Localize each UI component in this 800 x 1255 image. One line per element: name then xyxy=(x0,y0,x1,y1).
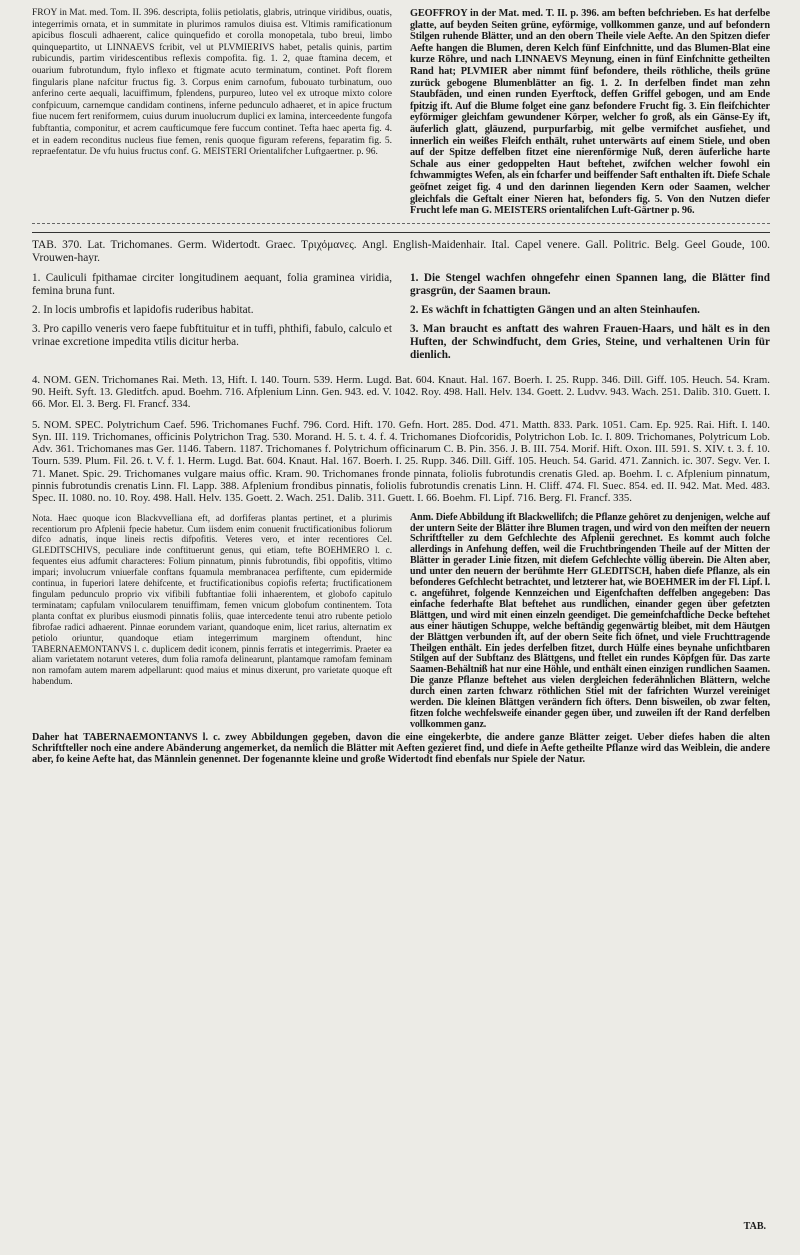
tail-paragraph: Daher hat TABERNAEMONTANVS l. c. zwey Abbildungen gegeben, davon die eine eingekerbte, die andere ganze Blätter zeiget. Ueber diefes haben die alten Schriftfteller noch eine andere Abänderung angemerket, da nemlich die Blätter mit Aeften gezieret find, und diefe in Aefte getheilte Pflanze wird das Weiblein, die andere aber, fo keine Aefte hat, das Männlein genennet. Der fogenannte kleine und große Widertodt find ebenfals nur Spiele der Natur. xyxy=(32,731,770,765)
note-latin-column: Nota. Haec quoque icon BlackvveIliana eft, ad dorfiferas plantas pertinet, et a plurimis recentiorum pro Afplenii fpecie habetur. Cum iisdem enim conuenit fructificationibus foliorum difco adnatis, inque lineis rectis difpofitis. Veteres vero, et inter recentiores Cel. GLEDITSCHIVS, peculiare inde conftituerunt genus, qui etiam, tefte BOEHMERO l. c. fequentes eius adfumit characteres: Folium pinnatum, pinnis fubrotundis, fibi oppofitis, vltimo impari; involucrum vniuerfale conftans fquamula membranacea perfiftente, cum epidermide continua, in fuperiori latere dehifcente, et fructificationibus copiofis referta; fructificationem fingulam pedunculo proprio vix vifibili fubftantiae folii inhaerentem, et globofo capitulo terminatam; capfulam vnilocularem tenuiffimam, femen vnicum globofum continentem. Tota planta conftat ex pluribus eiusmodi pinnatis foliis, quae intercedente tenui atro rubente petiolo fibrofae radici adhaerent. Pinnae eorundem variant, quandoque enim, licet rarius, alternatim ex petiolo oriuntur, quandoque etiam integerrimum marginem oftendunt, hinc TABERNAEMONTANVS l. c. duplicem dedit iconem, pinnis ferratis et integerrimis. Praeter ea aliam varietatem notarunt veteres, dum folia ramofa delinearunt, plantamque ramofam feminam non ramofam autem marem adpellarunt: quod maius et minus dixerunt, pro varietate quoque eft habendum. xyxy=(32,512,392,687)
list-item xyxy=(32,304,770,317)
item-latin: 1. Cauliculi fpithamae circiter longitudinem aequant, folia graminea viridia, femina bruna funt. xyxy=(32,271,392,297)
nomen-genericum: 4. NOM. GEN. Trichomanes Rai. Meth. 13, Hift. I. 140. Tourn. 539. Herm. Lugd. Bat. 604. Knaut. Hal. 167. Boerh. I. 25. Rupp. 346. Dill. Giff. 105. Heuch. 54. Kram. 90. Heift. Syft. 13. Gleditfch. apud. Boehm. 716. Afplenium Linn. Gen. 943. ed. V. 1042. Roy. 498. Hall. Helv. 134. Goett. 2. Ludvv. 943. Wach. 251. Dalib. 310. Guett. I. 66. Mor. El. 3. Berg. Fl. Francf. 334. xyxy=(32,373,770,411)
item-german: 1. Die Stengel wachfen ohngefehr einen Spannen lang, die Blätter find grasgrün, der Saamen braun. xyxy=(410,271,770,297)
list-item xyxy=(32,272,770,298)
item-german: 3. Man braucht es anftatt des wahren Frauen-Haars, und hält es in den Huften, der Schwindfucht, dem Gries, Steine, und verhaltenen Urin für dienlich. xyxy=(410,322,770,361)
plate-heading: TAB. 370. Lat. Trichomanes. Germ. Widertodt. Graec. Τριχόμανες. Angl. English-Maidenhair. Ital. Capel venere. Gall. Politric. Belg. Geel Goude, 100. Vrouwen-hayr. xyxy=(32,238,770,265)
item-german: 2. Es wächft in fchattigten Gängen und an alten Steinhaufen. xyxy=(410,303,700,316)
note-german-column: Anm. Diefe Abbildung ift Blackwellifch; die Pflanze gehöret zu denjenigen, welche auf der untern Seite der Blätter ihre Blumen tragen, und wird von den meiften der neuern Schriftfteller zu dem Gefchlechte des Afplenii gerechnet. Es kommt auch folche allerdings in Anfehung deffen, weil die Fruchtbringenden Theile auf der Mitten der Blätter in gerader Linie fitzen, mit diefem Gefchlechte völlig überein. Die Alten aber, und unter den neuern der berühmte Herr GLEDITSCH, haben diefe Pflanze, als ein befonderes Gefchlecht betrachtet, und letzterer hat, wie BOEHMER im der Fl. Lipf. l. c. angeführet, folgende Kennzeichen und Eigenfchaften deffelben angegeben: Das einfache federhafte Blat beftehet aus rundlichen, einander gegen über gefetzten Blättgen, und wird mit einen einzeln geendiget. Die gemeinfchaftliche Decke beftehet aus einer häutigen Schuppe, welche beftändig gegenwärtig bleibet, mit dem Häutgen der Blättgen verbunden ift, auf der obern Seite fich öfnet, und viele Fruchttragende Theilgen enthält. Ein jedes derfelben fitzet, durch Hülfe eines beynahe unfichtbaren Stilgen auf der Subftanz des Blättgens, und ftellet ein rundes Köpfgen für. Das zarte Saamen-Behältniß hat nur eine Höhle, und enthält einen einzigen rundlichen Saamen. Die ganze Pflanze beftehet aus vielen dergleichen federähnlichen Blättern, welche durch einen zarten fchwarz röthlichen Stiel mit der fafrichten Wurzel vereiniget werden. Die kleinen Blättgen verändern fich öfters. Denn bisweilen, ob zwar felten, fitzen folche wechfelsweife einander gegen über, und zuweilen ift der Rand derfelben vollkommen ganz. xyxy=(410,511,770,730)
top-section xyxy=(32,8,770,217)
nomen-specificum: 5. NOM. SPEC. Polytrichum Caef. 596. Trichomanes Fuchf. 796. Cord. Hift. 170. Gefn. Hort. 285. Dod. 471. Matth. 833. Park. 1051. Cam. Ep. 925. Rai. Hift. I. 140. Syn. III. 119. Trichomanes, officinis Polytrichon Trag. 530. Morand. H. 5. t. 4. f. 4. Trichomanes Diofcoridis, Polytrichon Lob. Ic. I. 809. Trichomanes, Polytricum Lob. Adv. 361. Trichomanes mas Ger. 1146. Tabern. 1187. Trichomanes f. Polytrichum officinarum C. B. Pin. 356. J. B. III. 754. Morif. Hift. Oxon. III. 591. S. XIV. t. 3. f. 10. Tourn. 539. Plum. Fil. 26. t. V. f. 1. Herm. Lugd. Bat. 604. Knaut. Hal. 167. Boerh. I. 25. Rupp. 346. Dill. Giff. 105. Heuch. 54. Garid. 471. Zannich. ic. 307. Segv. Ver. I. 71. Manet. Spic. 29. Trichomanes vulgare maius offic. Kram. 90. Trichomanes fronde pinnata, foliolis fubrotundis crenatis Gled. ap. Boehm. I. c. Afplenium pinnatum, pinnis fubrotundis crenatis Linn. Fl. Lapp. 388. Afplenium frondibus pinnatis, foliolis fubrotundis crenatis Linn. H. Cliff. 474. Fl. Suec. 854. ed. II. 942. Mat. Med. 483. Spec. II. 1080. no. 10. Roy. 498. Hall. Helv. 135. Goett. 2. Wach. 251. Dalib. 311. Guett. I. 66. Boehm. Fl. Lipf. 716. Berg. Fl. Francf. 335. xyxy=(32,418,770,505)
top-german-column: GEOFFROY in der Mat. med. T. II. p. 396. am beften befchrieben. Es hat derfelbe glatte, auf beyden Seiten grüne, eyförmige, vollkommen ganze, und auf befondern Stilgen ruhende Blätter, und an den obern Theile viele Aefte. An den Spitzen diefer Aefte hangen die Blumen, deren Kelch fünf Einfchnitte, und das Blumen-Blat eine kurze Röhre, und nach LINNAEVS Meynung, einen in fünf Einfchnitte getheilten Rand hat; PLVMIER aber nimmt fünf befondere, theils röthliche, theils grüne zurück gebogene Blumenblätter an fig. 1. 2. In derfelben findet man zehn Staubfäden, und einen runden Eyerftock, deffen Griffel gebogen, und am Ende fpitzig ift. Auf die Blume folget eine ganz befondere Frucht fig. 3. Ein fleifchichter eyförmiger gleichfam gewundener Körper, welcher fo groß, als ein Gänse-Ey ift, äuferlich glatt, gläuzend, purpurfarbig, mit gelbe vermifchet ausfiehet, und innerlich ein weißes Fleifch enthält, ruhet unterwärts auf einem Stiele, und oben auf der Spitze deffelben fitzet eine nierenförmige Nuß, deren äuferliche harte Schale aus einer gedoppelten Haut beftehet, zwifchen welcher fowohl ein fchwammigtes Wefen, als ein fcharfer und beiffender Saft enthalten ift. Diefe Schale geöfnet zeiget fig. 4 und den darinnen liegenden Kern oder Saamen, welcher gleichfals die Geftalt einer Nieren hat, befonders fig. 5. Von den Nutzen diefer Frucht lefe man G. MEISTERS orientalifchen Luft-Gärtner p. 96. xyxy=(410,8,770,217)
notes-section xyxy=(32,513,770,731)
divider-dashed xyxy=(32,223,770,224)
divider-rule xyxy=(32,232,770,233)
item-latin: 3. Pro capillo veneris vero faepe fubftituitur et in tuffi, phthifi, fabulo, calculo et vrinae excretione impedita vtilis dicitur herba. xyxy=(32,322,392,348)
catchword: TAB. xyxy=(743,1221,766,1232)
item-latin: 2. In locis umbrofis et lapidofis ruderibus habitat. xyxy=(32,303,254,316)
list-item xyxy=(32,323,770,362)
top-latin-column: FROY in Mat. med. Tom. II. 396. descripta, foliis petiolatis, glabris, utrinque viridibus, ouatis, integerrimis ornata, et in summitate in plurimos ramulos diuisa est. Vltimis ramificationum apicibus flosculi adhaerent, calice quinquefido et corolla monopetala, tubo breui, limbo quinquepartito, ut LINNAEVS fcribit, vel ut PLVMIERIVS habet, petalis quinis, partim rubicundis, partim viridescentibus reflexis compofita. fig. 1. 2, quae ftamina decem, et ouarium fubrotundum, ftylo inflexo et ftigmate acuto terminatum, continet. Poft florem fingularis plane nafcitur fructus fig. 3. Corpus enim carnofum, fubouato turbinatum, ouo anferino certe aequali, lacuiffimum, fplendens, purpureo, luteo vel ex utroque mixto colore confpicuum, carnemque candidam continens, inferne pedunculo adhaeret, et in apice fructum fiue nucem fert reniformem, cuius durum inuolucrum duplici ex lamina, interceedente fungofa fubftantia, componitur, et acrem caufticumque fere fuccum continet. Tefta haec aperta fig. 4. et in eadem reconditus nucleus fiue femen, renis quoque figuram referens, feparatim fig. 5. repraefentatur. De vfu huius fructus conf. G. MEISTERI Orientalifcher Luftgaertner. p. 96. xyxy=(32,8,392,158)
